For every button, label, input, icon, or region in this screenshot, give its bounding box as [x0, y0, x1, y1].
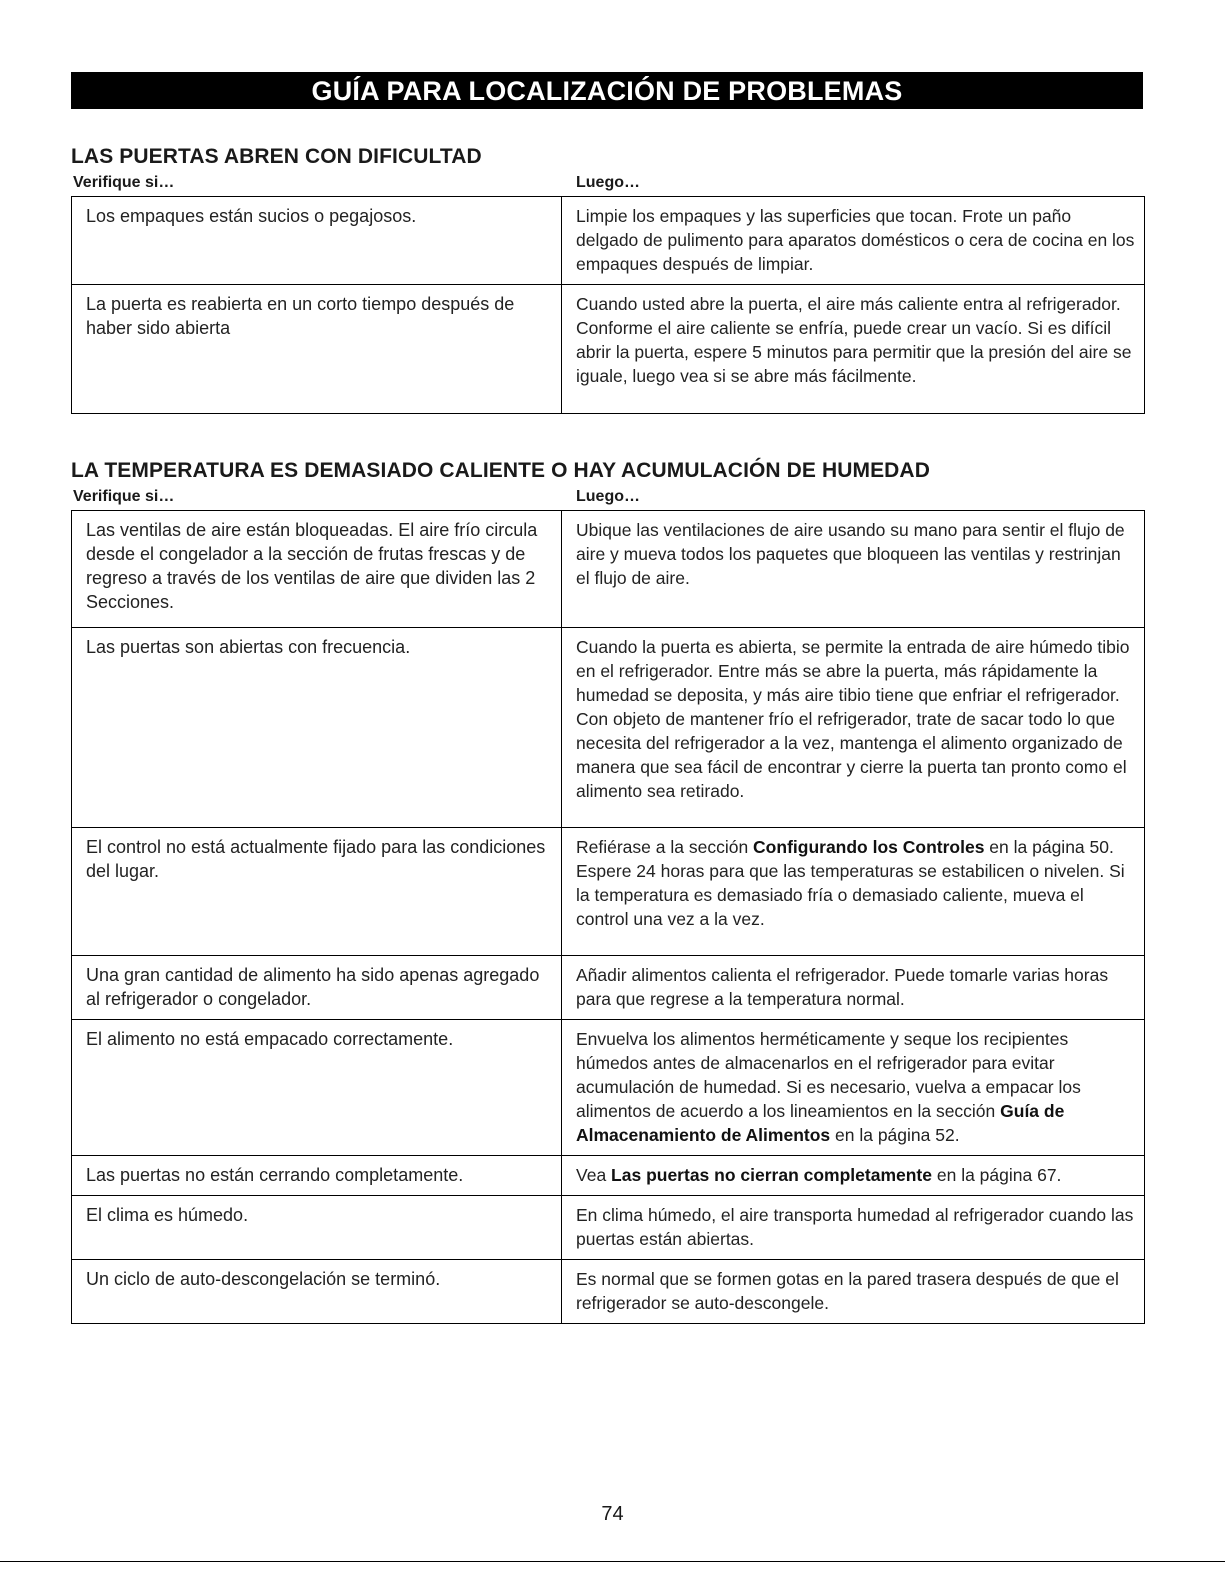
action-cell: Añadir alimentos calienta el refrigerador. Puede tomarle varias horas para que regrese a la temperatura normal.: [562, 956, 1145, 1020]
column-header-then: Luego…: [576, 488, 640, 505]
check-cell: Las puertas son abiertas con frecuencia.: [72, 628, 562, 828]
page-banner: GUÍA PARA LOCALIZACIÓN DE PROBLEMAS: [71, 72, 1143, 109]
reference-link-text: Las puertas no cierran completamente: [611, 1165, 932, 1185]
troubleshooting-table: [71, 196, 1145, 414]
action-cell: Limpie los empaques y las superficies que tocan. Frote un paño delgado de pulimento para aparatos domésticos o cera de cocina en los empaques después de limpiar.: [562, 197, 1145, 285]
column-headers: [71, 172, 1143, 196]
check-cell: El alimento no está empacado correctamente.: [72, 1020, 562, 1156]
check-cell: La puerta es reabierta en un corto tiempo después de haber sido abierta: [72, 285, 562, 414]
section-title: LAS PUERTAS ABREN CON DIFICULTAD: [71, 145, 482, 168]
action-text: Refiérase a la sección: [576, 837, 754, 857]
action-text: Espere 24 horas para que las temperaturas se estabilicen o nivelen. Si la temperatura es demasiado fría o demasiado caliente, mueva el control una vez a la vez.: [576, 861, 1125, 929]
section-title: LA TEMPERATURA ES DEMASIADO CALIENTE O HAY ACUMULACIÓN DE HUMEDAD: [71, 459, 930, 482]
footer-divider: [0, 1561, 1225, 1562]
section-doors-hard-to-open: [71, 145, 1143, 414]
check-cell: Un ciclo de auto-descongelación se terminó.: [72, 1260, 562, 1324]
table-row: [72, 1260, 1145, 1324]
section-temperature-too-warm: [71, 459, 1143, 1324]
table-row: [72, 285, 1145, 414]
table-row: [72, 197, 1145, 285]
action-text: Envuelva los alimentos herméticamente y seque los recipientes húmedos antes de almacenarlos en el refrigerador para evitar acumulación de humedad. Si es necesario, vuelva a empacar los alimentos de acuerdo a los lineamientos en la sección: [576, 1029, 1081, 1121]
reference-link-text: Guía de Almacenamiento de Alimentos: [576, 1101, 1065, 1145]
table-row: [72, 1156, 1145, 1196]
action-text: en la página 67.: [932, 1165, 1062, 1185]
column-headers: [71, 486, 1143, 510]
table-row: [72, 1196, 1145, 1260]
action-cell: Cuando la puerta es abierta, se permite la entrada de aire húmedo tibio en el refrigerador. Entre más se abre la puerta, más rápidamente la humedad se deposita, y más aire tibio tiene que enfriar el refrigerador. Con objeto de mantener frío el refrigerador, trate de sacar todo lo que necesita del refrigerador a la vez, mantenga el alimento organizado de manera que sea fácil de encontrar y cierre la puerta tan pronto como el alimento sea retirado.: [562, 628, 1145, 828]
table-row: [72, 1020, 1145, 1156]
action-cell: [562, 828, 1145, 956]
action-cell: [562, 1156, 1145, 1196]
check-cell: Las puertas no están cerrando completamente.: [72, 1156, 562, 1196]
check-cell: Los empaques están sucios o pegajosos.: [72, 197, 562, 285]
action-cell: Cuando usted abre la puerta, el aire más caliente entra al refrigerador. Conforme el aire caliente se enfría, puede crear un vacío. Si es difícil abrir la puerta, espere 5 minutos para permitir que la presión del aire se iguale, luego vea si se abre más fácilmente.: [562, 285, 1145, 414]
table-row: [72, 828, 1145, 956]
action-cell: En clima húmedo, el aire transporta humedad al refrigerador cuando las puertas están abiertas.: [562, 1196, 1145, 1260]
check-cell: El clima es húmedo.: [72, 1196, 562, 1260]
action-cell: [562, 1020, 1145, 1156]
page-number: 74: [601, 1503, 624, 1525]
action-text: Vea: [576, 1165, 612, 1185]
table-row: [72, 628, 1145, 828]
action-text: en la página 52.: [830, 1125, 960, 1145]
column-header-check: Verifique si…: [73, 174, 175, 191]
check-cell: El control no está actualmente fijado para las condiciones del lugar.: [72, 828, 562, 956]
table-row: [72, 511, 1145, 628]
action-cell: Ubique las ventilaciones de aire usando su mano para sentir el flujo de aire y mueva todos los paquetes que bloqueen las ventilas y restrinjan el flujo de aire.: [562, 511, 1145, 628]
reference-link-text: Configurando los Controles: [753, 837, 985, 857]
check-cell: Las ventilas de aire están bloqueadas. El aire frío circula desde el congelador a la sección de frutas frescas y de regreso a través de los ventilas de aire que dividen las 2 Secciones.: [72, 511, 562, 628]
table-row: [72, 956, 1145, 1020]
check-cell: Una gran cantidad de alimento ha sido apenas agregado al refrigerador o congelador.: [72, 956, 562, 1020]
troubleshooting-table: [71, 510, 1145, 1324]
column-header-check: Verifique si…: [73, 488, 175, 505]
column-header-then: Luego…: [576, 174, 640, 191]
action-cell: Es normal que se formen gotas en la pared trasera después de que el refrigerador se auto-descongele.: [562, 1260, 1145, 1324]
action-text: en la página 50.: [984, 837, 1114, 857]
